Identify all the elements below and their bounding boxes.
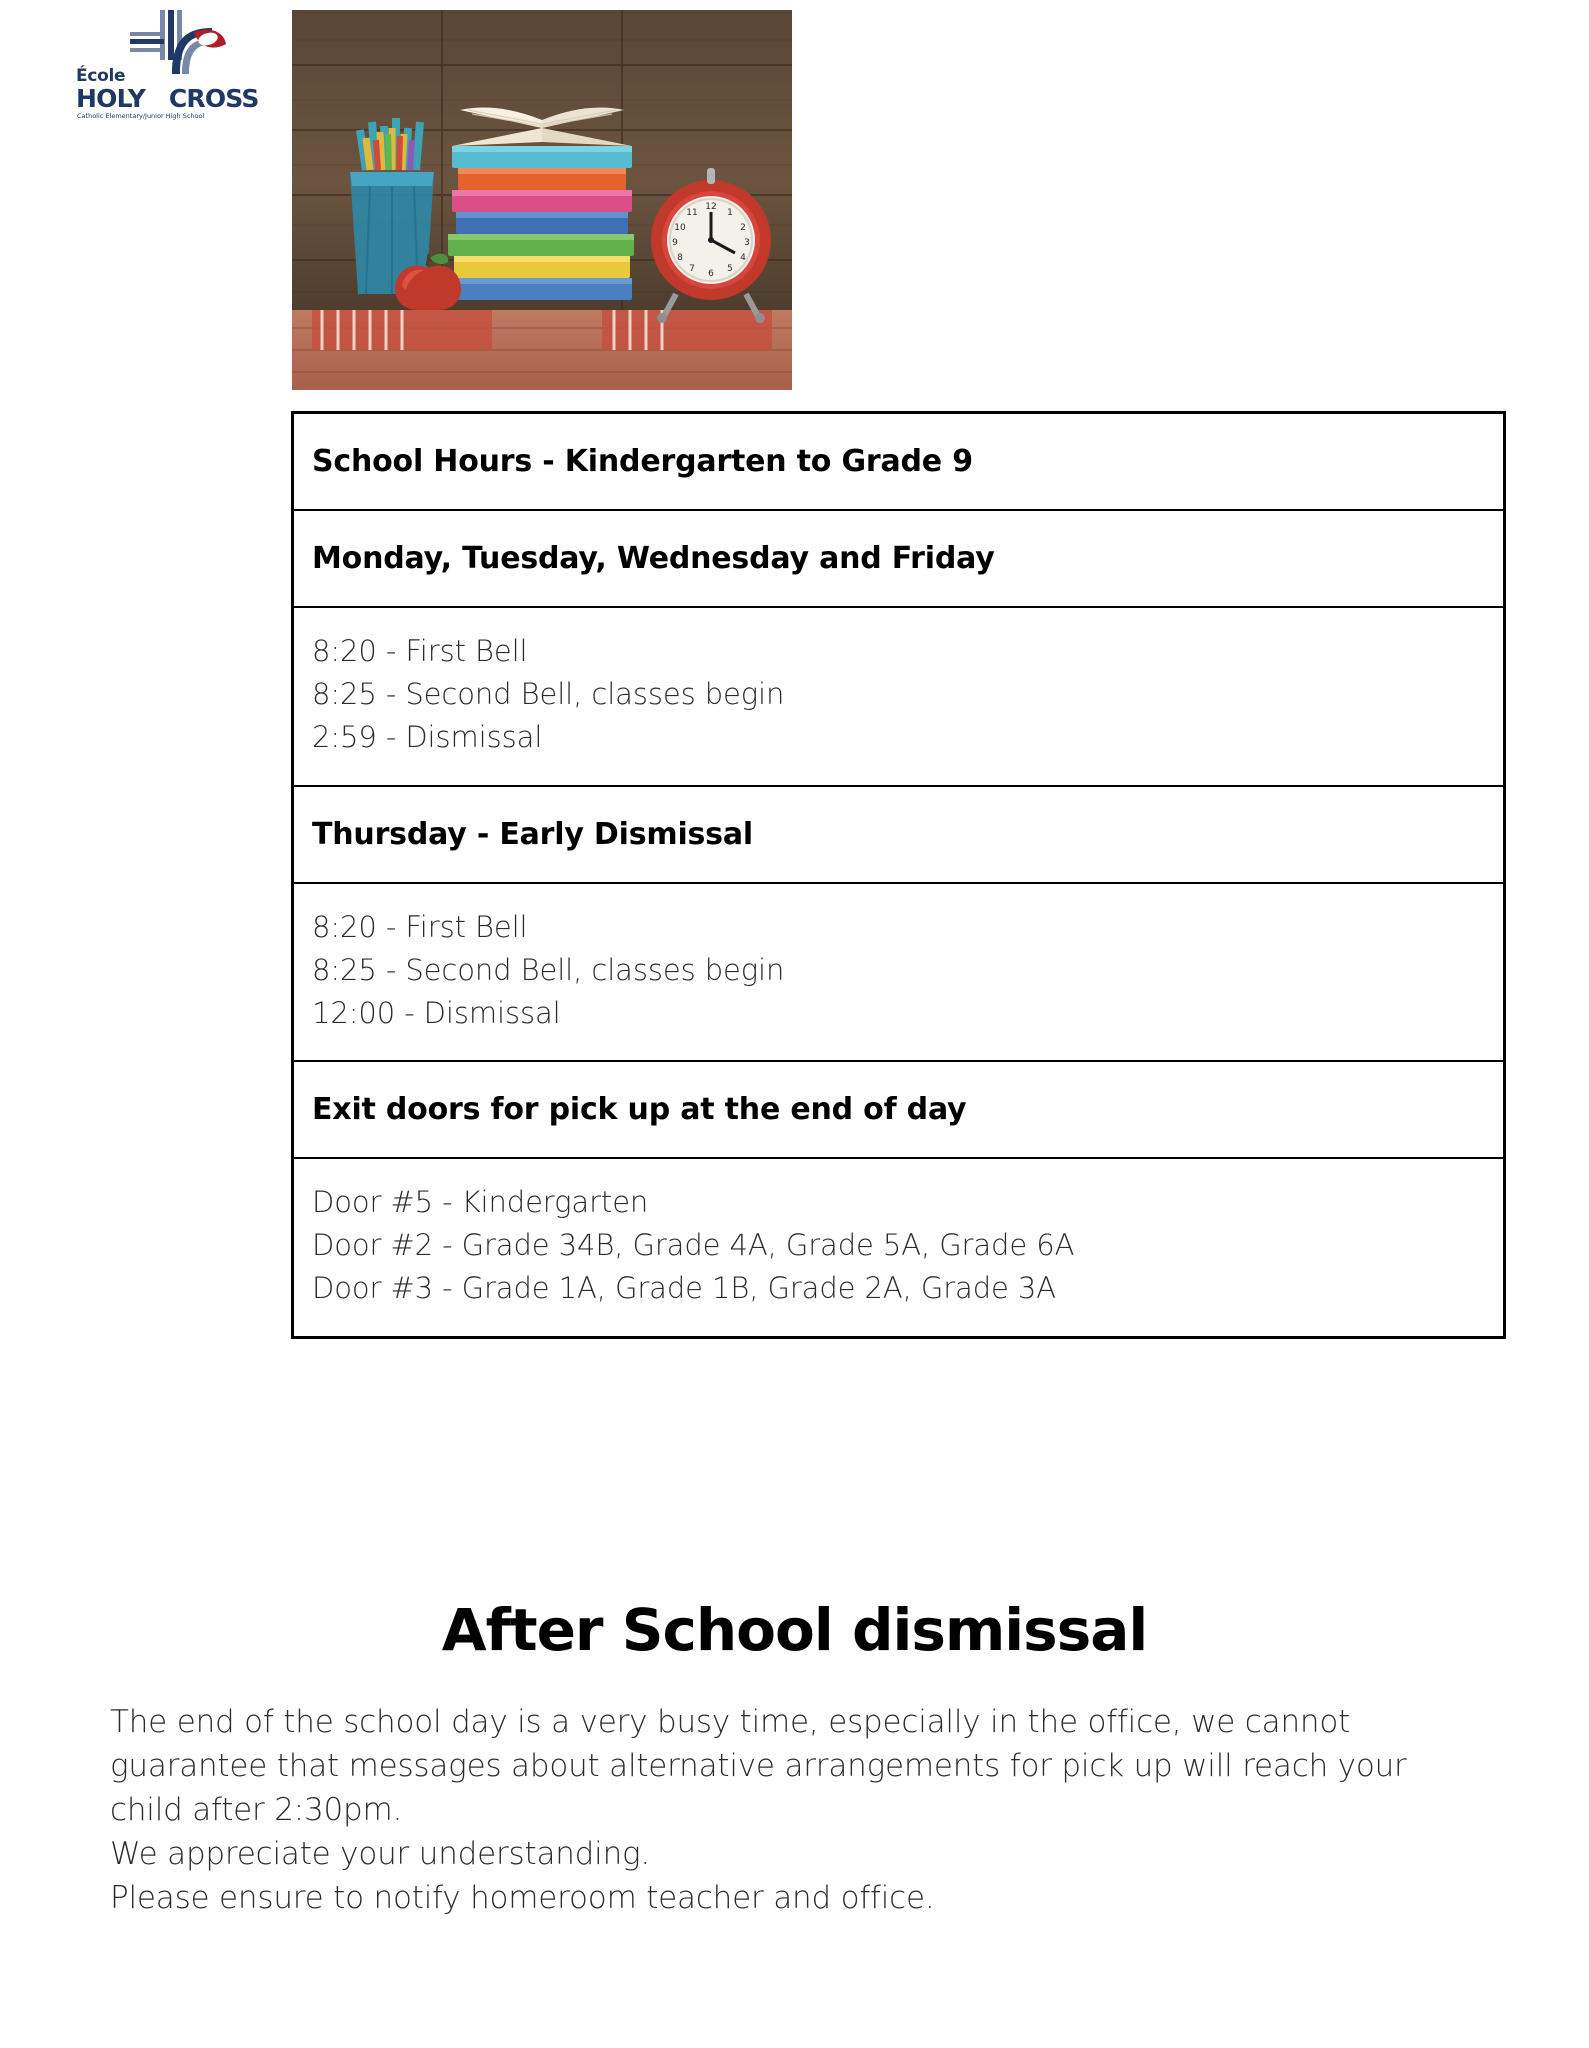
after-school-paragraph-1: The end of the school day is a very busy time, especially in the office, we cannot guarantee that messages about alternative arrangements for pick up will reach your child after 2:30pm. [110, 1704, 1407, 1829]
thursday-title: Thursday - Early Dismissal [312, 816, 753, 852]
table-row [294, 1062, 1503, 1159]
svg-text:11: 11 [686, 208, 698, 218]
after-school-paragraph-3: Please ensure to notify homeroom teacher and office. [110, 1880, 935, 1917]
svg-text:10: 10 [674, 223, 686, 233]
svg-text:7: 7 [689, 264, 695, 274]
logo-wordmark [72, 66, 259, 120]
after-school-body [110, 1700, 1480, 1920]
logo-holy-cross-text: HOLY CROSS [76, 84, 259, 113]
after-school-heading: After School dismissal [441, 1596, 1148, 1664]
svg-text:2: 2 [740, 223, 746, 233]
school-supplies-photo [292, 10, 792, 390]
school-hours-table [291, 411, 1506, 1339]
svg-text:5: 5 [727, 264, 733, 274]
table-row [294, 787, 1503, 884]
table-row [294, 1159, 1503, 1336]
exit-door-5: Door #5 - Kindergarten [312, 1185, 649, 1220]
school-logo [72, 8, 259, 120]
table-row [294, 511, 1503, 608]
regular-second-bell: 8:25 - Second Bell, classes begin [312, 676, 785, 711]
thursday-first-bell: 8:20 - First Bell [312, 909, 528, 944]
svg-text:6: 6 [708, 269, 714, 279]
logo-ecole-text: École [76, 66, 126, 86]
thursday-second-bell: 8:25 - Second Bell, classes begin [312, 952, 785, 987]
exit-door-3: Door #3 - Grade 1A, Grade 1B, Grade 2A, Grade 3A [312, 1271, 1056, 1306]
page-header [0, 0, 1589, 310]
svg-text:8: 8 [677, 253, 683, 263]
svg-text:9: 9 [672, 238, 678, 248]
school-hours-title: School Hours - Kindergarten to Grade 9 [312, 444, 973, 479]
svg-text:12: 12 [705, 202, 717, 212]
regular-first-bell: 8:20 - First Bell [312, 634, 528, 668]
regular-dismissal: 2:59 - Dismissal [312, 719, 543, 754]
after-school-paragraph-2: We appreciate your understanding. [110, 1836, 651, 1873]
thursday-dismissal: 12:00 - Dismissal [312, 995, 561, 1030]
svg-text:1: 1 [727, 208, 733, 218]
exit-door-2: Door #2 - Grade 34B, Grade 4A, Grade 5A, Grade 6A [312, 1228, 1075, 1263]
table-row [294, 884, 1503, 1063]
table-row [294, 414, 1503, 511]
exit-doors-title: Exit doors for pick up at the end of day [312, 1092, 967, 1128]
mon-tue-wed-fri-title: Monday, Tuesday, Wednesday and Friday [312, 541, 995, 576]
logo-tagline: Catholic Elementary/Junior High School [77, 112, 205, 120]
svg-text:4: 4 [740, 253, 746, 263]
table-row [294, 608, 1503, 787]
photo-illustration [292, 10, 792, 390]
svg-text:3: 3 [744, 238, 750, 248]
